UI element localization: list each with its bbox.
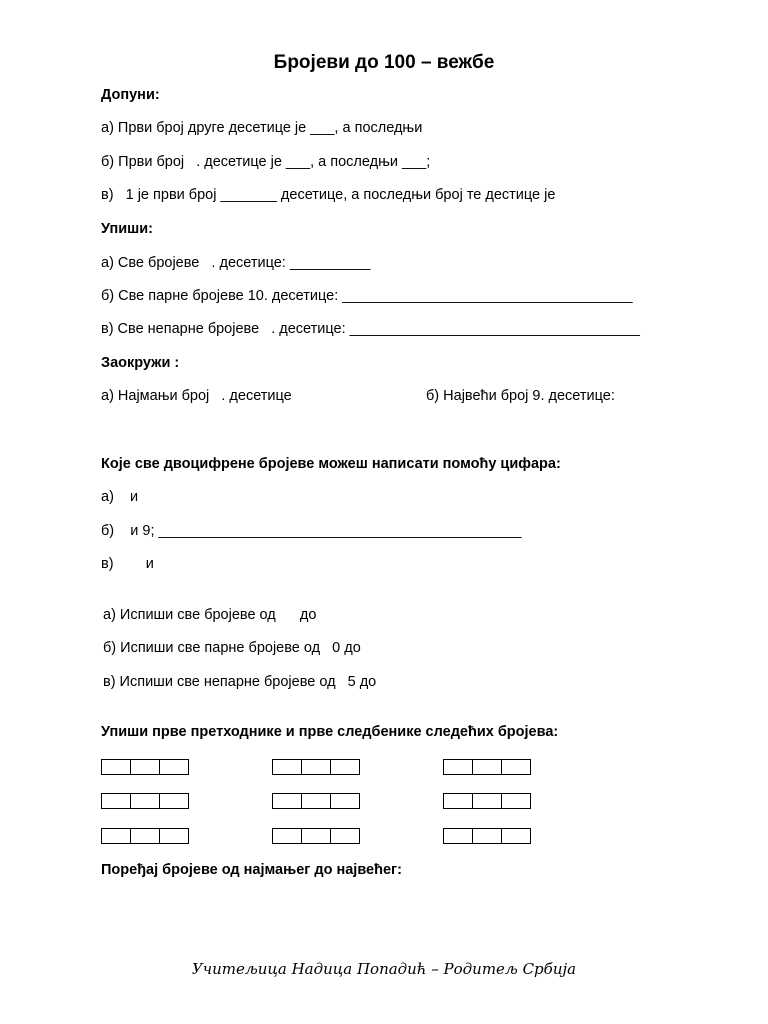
ispisi-item-b: б) Испиши све парне бројеве од 0 до bbox=[103, 640, 361, 656]
ispisi-item-v: в) Испиши све непарне бројеве од 5 до bbox=[103, 674, 377, 690]
answer-cell[interactable] bbox=[301, 828, 331, 844]
section-heading-zaokruzi: Заокружи : bbox=[101, 355, 180, 371]
answer-cell[interactable] bbox=[472, 793, 502, 809]
upisi-item-a: а) Све бројеве . десетице: __________ bbox=[101, 255, 371, 271]
page-title: Бројеви до 100 – вежбе bbox=[273, 52, 495, 73]
answer-cell[interactable] bbox=[501, 759, 531, 775]
answer-cell[interactable] bbox=[443, 793, 473, 809]
answer-cell[interactable] bbox=[330, 759, 360, 775]
answer-box-row[interactable] bbox=[101, 793, 188, 809]
answer-cell[interactable] bbox=[130, 793, 160, 809]
dopuni-item-a: а) Први број друге десетице је ___, а последњи bbox=[101, 120, 423, 136]
answer-cell[interactable] bbox=[101, 759, 131, 775]
answer-cell[interactable] bbox=[159, 759, 189, 775]
dvocifreni-item-a: а) и bbox=[101, 489, 139, 505]
section-heading-poredjaj: Поређај бројеве од најмањег до највећег: bbox=[101, 862, 402, 878]
answer-box-row[interactable] bbox=[272, 793, 359, 809]
answer-cell[interactable] bbox=[301, 759, 331, 775]
answer-cell[interactable] bbox=[272, 759, 302, 775]
answer-cell[interactable] bbox=[501, 793, 531, 809]
answer-box-row[interactable] bbox=[443, 828, 530, 844]
answer-cell[interactable] bbox=[159, 828, 189, 844]
answer-cell[interactable] bbox=[301, 793, 331, 809]
answer-box-row[interactable] bbox=[272, 759, 359, 775]
answer-cell[interactable] bbox=[443, 759, 473, 775]
upisi-item-b: б) Све парне бројеве 10. десетице: ____________________________________ bbox=[101, 288, 633, 304]
section-heading-upisi: Упиши: bbox=[101, 221, 153, 237]
answer-cell[interactable] bbox=[101, 793, 131, 809]
answer-cell[interactable] bbox=[272, 793, 302, 809]
section-heading-dopuni: Допуни: bbox=[101, 87, 160, 103]
answer-box-row[interactable] bbox=[443, 793, 530, 809]
zaokruzi-item-b: б) Највећи број 9. десетице: bbox=[426, 388, 615, 404]
dopuni-item-v: в) 1 је први број _______ десетице, а последњи број те дестице је bbox=[101, 187, 556, 203]
answer-box-row[interactable] bbox=[272, 828, 359, 844]
answer-cell[interactable] bbox=[330, 793, 360, 809]
answer-cell[interactable] bbox=[101, 828, 131, 844]
answer-cell[interactable] bbox=[272, 828, 302, 844]
section-heading-dvocifreni: Које све двоцифрене бројеве можеш написати помоћу цифара: bbox=[101, 456, 561, 472]
section-heading-prethodnici: Упиши прве претходнике и прве следбенике следећих бројева: bbox=[101, 724, 559, 740]
answer-cell[interactable] bbox=[330, 828, 360, 844]
answer-box-row[interactable] bbox=[101, 759, 188, 775]
ispisi-item-a: а) Испиши све бројеве од до bbox=[103, 607, 317, 623]
answer-cell[interactable] bbox=[472, 759, 502, 775]
answer-box-row[interactable] bbox=[443, 759, 530, 775]
answer-cell[interactable] bbox=[130, 828, 160, 844]
dopuni-item-b: б) Први број . десетице је ___, а последњи ___; bbox=[101, 154, 431, 170]
upisi-item-v: в) Све непарне бројеве . десетице: ____________________________________ bbox=[101, 321, 640, 337]
answer-cell[interactable] bbox=[443, 828, 473, 844]
answer-cell[interactable] bbox=[501, 828, 531, 844]
dvocifreni-item-v: в) и bbox=[101, 556, 154, 572]
answer-cell[interactable] bbox=[472, 828, 502, 844]
footer-credit: Учитељица Надица Попадић – Родитељ Србија bbox=[191, 960, 577, 978]
dvocifreni-item-b: б) и 9; _____________________________________________ bbox=[101, 523, 522, 539]
zaokruzi-item-a: а) Најмањи број . десетице bbox=[101, 388, 292, 404]
answer-cell[interactable] bbox=[130, 759, 160, 775]
answer-box-row[interactable] bbox=[101, 828, 188, 844]
answer-cell[interactable] bbox=[159, 793, 189, 809]
